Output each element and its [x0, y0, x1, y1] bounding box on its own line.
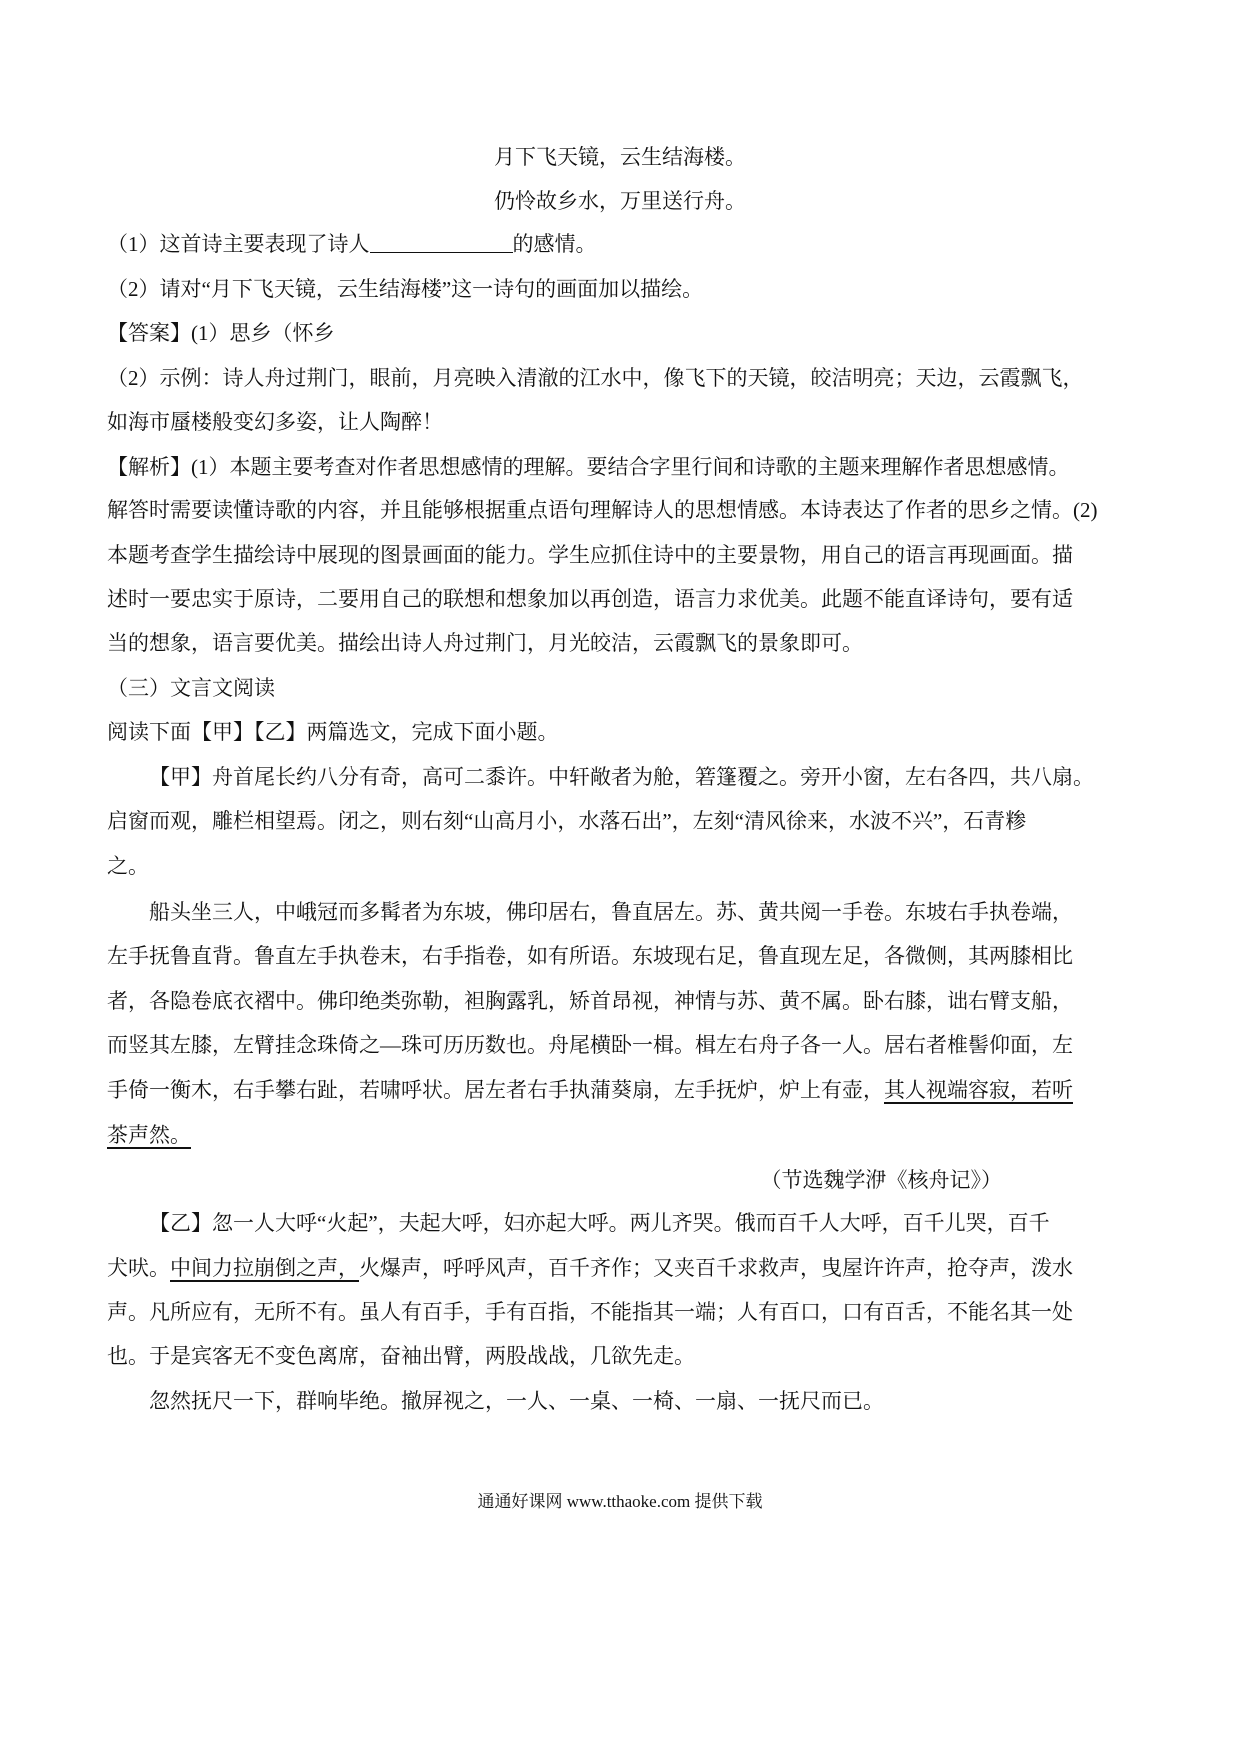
yi-line [107, 1255, 1073, 1281]
answer-2-line: 如海市蜃楼般变幻多姿，让人陶醉！ [107, 410, 443, 434]
yi-line: 也。于是宾客无不变色离席，奋袖出臂，两股战战，几欲先走。 [107, 1344, 695, 1368]
jia-line [107, 1077, 1073, 1103]
section-instruction: 阅读下面【甲】【乙】两篇选文，完成下面小题。 [107, 720, 559, 744]
answer-1: 【答案】(1）思乡（怀乡 [107, 321, 335, 345]
yi-text: 犬吠。 [107, 1256, 170, 1280]
section-title: （三）文言文阅读 [107, 676, 275, 700]
yi-text: 火爆声，呼呼风声，百千齐作；又夹百千求救声，曳屋许许声，抢夺声，泼水 [359, 1256, 1073, 1280]
analysis-line: 【解析】(1）本题主要考查对作者思想感情的理解。要结合字里行间和诗歌的主题来理解作者思想感情。 [107, 455, 1070, 479]
underlined-sentence: 中间力拉崩倒之声， [170, 1256, 359, 1280]
jia-line: 【甲】舟首尾长约八分有奇，高可二黍许。中轩敞者为舱，箬篷覆之。旁开小窗，左右各四，共八扇。 [149, 765, 1094, 789]
jia-line: 之。 [107, 854, 149, 878]
question-1-text: （1）这首诗主要表现了诗人 [107, 232, 370, 256]
yi-line: 忽然抚尺一下，群响毕绝。撤屏视之，一人、一桌、一椅、一扇、一抚尺而已。 [149, 1389, 884, 1413]
analysis-line: 本题考查学生描绘诗中展现的图景画面的能力。学生应抓住诗中的主要景物，用自己的语言再现画面。描 [107, 543, 1073, 567]
jia-text: 手倚一衡木，右手攀右趾，若啸呼状。居左者右手执蒲葵扇，左手抚炉，炉上有壶， [107, 1078, 884, 1102]
answer-blank [370, 232, 513, 253]
jia-line: 者，各隐卷底衣褶中。佛印绝类弥勒，袒胸露乳，矫首昂视，神情与苏、黄不属。卧右膝，诎右臂支船， [107, 989, 1073, 1013]
jia-line: 左手抚鲁直背。鲁直左手执卷末，右手指卷，如有所语。东坡现右足，鲁直现左足，各微侧，其两膝相比 [107, 944, 1073, 968]
yi-line: 声。凡所应有，无所不有。虽人有百手，手有百指，不能指其一端；人有百口，口有百舌，不能名其一处 [107, 1300, 1073, 1324]
jia-line [107, 1122, 1002, 1148]
page-footer: 通通好课网 www.tthaoke.com 提供下载 [477, 1492, 763, 1511]
poem-line-2: 仍怜故乡水，万里送行舟。 [494, 189, 746, 213]
question-2: （2）请对“月下飞天镜，云生结海楼”这一诗句的画面加以描绘。 [107, 277, 704, 301]
jia-line: 船头坐三人，中峨冠而多髯者为东坡，佛印居右，鲁直居左。苏、黄共阅一手卷。东坡右手执卷端， [149, 900, 1073, 924]
source-citation: （节选魏学洢《核舟记》） [760, 1168, 1002, 1192]
answer-2-line: （2）示例：诗人舟过荆门，眼前，月亮映入清澈的江水中，像飞下的天镜，皎洁明亮；天边，云霞飘飞， [107, 366, 1084, 390]
poem-line-1: 月下飞天镜，云生结海楼。 [494, 145, 746, 169]
question-1 [107, 231, 1002, 257]
jia-line: 而竖其左膝，左臂挂念珠倚之—珠可历历数也。舟尾横卧一楫。楫左右舟子各一人。居右者椎髻仰面，左 [107, 1033, 1073, 1057]
underlined-sentence: 其人视端容寂，若听 [884, 1078, 1073, 1102]
jia-line: 启窗而观，雕栏相望焉。闭之，则右刻“山高月小，水落石出”，左刻“清风徐来，水波不兴”，石青糁 [107, 809, 1027, 833]
question-1-suffix: 的感情。 [512, 232, 597, 256]
yi-line: 【乙】忽一人大呼“火起”，夫起大呼，妇亦起大呼。两儿齐哭。俄而百千人大呼，百千儿哭，百千 [149, 1211, 1050, 1235]
analysis-line: 当的想象，语言要优美。描绘出诗人舟过荆门，月光皎洁，云霞飘飞的景象即可。 [107, 631, 863, 655]
underlined-sentence: 茶声然。 [107, 1123, 191, 1147]
analysis-line: 解答时需要读懂诗歌的内容，并且能够根据重点语句理解诗人的思想情感。本诗表达了作者的思乡之情。(2) [107, 498, 1098, 522]
analysis-line: 述时一要忠实于原诗，二要用自己的联想和想象加以再创造，语言力求优美。此题不能直译诗句，要有适 [107, 587, 1073, 611]
